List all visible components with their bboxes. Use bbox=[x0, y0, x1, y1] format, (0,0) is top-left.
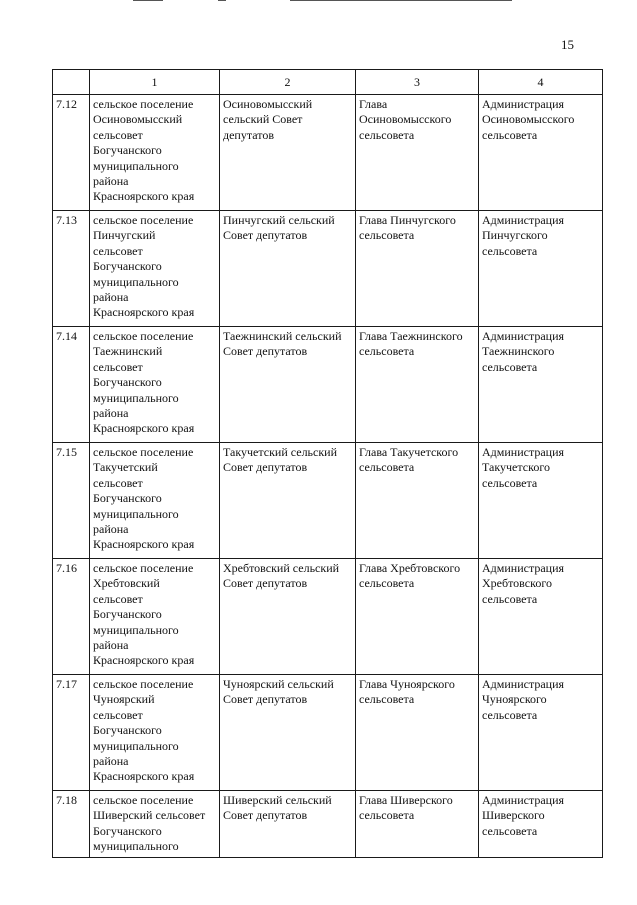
row-number-cell: 7.18 bbox=[53, 791, 90, 858]
administration-text-line: сельсовета bbox=[482, 475, 538, 490]
administration-text-line: сельсовета bbox=[482, 707, 538, 722]
administration-cell bbox=[479, 211, 603, 327]
administration-text-line: сельсовета bbox=[482, 243, 538, 258]
row-number-cell: 7.17 bbox=[53, 675, 90, 791]
settlement-text-line: Богучанского bbox=[93, 607, 162, 622]
administration-text-line: Хребтовского bbox=[482, 576, 552, 591]
administration-cell bbox=[479, 675, 603, 791]
settlement-text-line: сельсовет bbox=[93, 127, 143, 142]
settlement-text-line: сельсовет bbox=[93, 475, 143, 490]
council-text-line: Совет депутатов bbox=[223, 692, 308, 707]
settlement-text-line: Пинчугский bbox=[93, 228, 156, 243]
settlement-cell bbox=[90, 675, 220, 791]
settlement-text-line: района bbox=[93, 754, 129, 769]
settlement-text-line: сельское поселение bbox=[93, 329, 194, 343]
table-body bbox=[53, 95, 603, 858]
administration-cell bbox=[479, 327, 603, 443]
council-cell bbox=[220, 327, 356, 443]
head-text-line: Глава Чуноярского bbox=[359, 677, 455, 691]
head-text-line: сельсовета bbox=[359, 344, 415, 359]
table-row bbox=[53, 443, 603, 559]
head-text-line: сельсовета bbox=[359, 228, 415, 243]
header-cell-3: 3 bbox=[356, 70, 479, 95]
settlement-cell bbox=[90, 327, 220, 443]
settlement-text-line: муниципального bbox=[93, 274, 179, 289]
settlement-text-line: сельсовет bbox=[93, 243, 143, 258]
settlement-text-line: района bbox=[93, 174, 129, 189]
row-number-cell: 7.13 bbox=[53, 211, 90, 327]
administration-text-line: Пинчугского bbox=[482, 228, 548, 243]
administration-text-line: сельсовета bbox=[482, 823, 538, 838]
council-cell bbox=[220, 791, 356, 858]
head-cell bbox=[356, 443, 479, 559]
administration-text-line: Администрация bbox=[482, 329, 565, 343]
settlement-text-line: Хребтовский bbox=[93, 576, 160, 591]
administration-text-line: Администрация bbox=[482, 561, 565, 575]
settlement-text-line: Осиновомысский bbox=[93, 112, 183, 127]
council-text-line: Совет депутатов bbox=[223, 228, 308, 243]
settlement-text-line: муниципального bbox=[93, 158, 179, 173]
head-text-line: Осиновомысского bbox=[359, 112, 452, 127]
settlement-text-line: Таежнинский bbox=[93, 344, 163, 359]
head-text-line: Глава Хребтовского bbox=[359, 561, 461, 575]
head-text-line: сельсовета bbox=[359, 127, 415, 142]
settlement-text-line: Такучетский bbox=[93, 460, 158, 475]
settlement-cell bbox=[90, 791, 220, 858]
row-number-cell: 7.16 bbox=[53, 559, 90, 675]
council-cell bbox=[220, 675, 356, 791]
settlement-text-line: Богучанского bbox=[93, 723, 162, 738]
row-number-cell: 7.15 bbox=[53, 443, 90, 559]
administration-text-line: Таежнинского bbox=[482, 344, 555, 359]
head-text-line: Глава bbox=[359, 97, 388, 111]
head-text-line: сельсовета bbox=[359, 460, 415, 475]
settlement-text-line: Богучанского bbox=[93, 823, 162, 838]
settlement-text-line: сельсовет bbox=[93, 707, 143, 722]
settlement-text-line: Красноярского края bbox=[93, 653, 195, 668]
head-text-line: Глава Пинчугского bbox=[359, 213, 456, 227]
administration-cell bbox=[479, 791, 603, 858]
header-cell-1: 1 bbox=[90, 70, 220, 95]
settlement-text-line: Красноярского края bbox=[93, 537, 195, 552]
scan-artifact-line-mid bbox=[218, 0, 226, 1]
table-header-row bbox=[53, 70, 603, 95]
settlement-cell bbox=[90, 211, 220, 327]
council-text-line: Осиновомысский bbox=[223, 97, 313, 111]
council-cell bbox=[220, 559, 356, 675]
administration-text-line: Администрация bbox=[482, 97, 565, 111]
settlement-cell bbox=[90, 443, 220, 559]
council-text-line: Совет депутатов bbox=[223, 460, 308, 475]
page-number: 15 bbox=[561, 37, 574, 52]
administration-cell bbox=[479, 443, 603, 559]
administration-cell bbox=[479, 559, 603, 675]
scan-artifact-line-right bbox=[290, 0, 512, 1]
table-row bbox=[53, 327, 603, 443]
council-text-line: Совет депутатов bbox=[223, 344, 308, 359]
row-number-cell: 7.12 bbox=[53, 95, 90, 211]
council-cell bbox=[220, 95, 356, 211]
settlement-text-line: сельсовет bbox=[93, 591, 143, 606]
head-cell bbox=[356, 211, 479, 327]
council-text-line: Такучетский сельский bbox=[223, 445, 338, 459]
administration-text-line: Чуноярского bbox=[482, 692, 547, 707]
settlement-text-line: района bbox=[93, 290, 129, 305]
council-cell bbox=[220, 211, 356, 327]
head-cell bbox=[356, 675, 479, 791]
head-cell bbox=[356, 95, 479, 211]
administration-text-line: сельсовета bbox=[482, 127, 538, 142]
table-row bbox=[53, 675, 603, 791]
settlement-cell bbox=[90, 559, 220, 675]
council-text-line: Шиверский сельский bbox=[223, 793, 332, 807]
council-text-line: Таежнинский сельский bbox=[223, 329, 342, 343]
head-text-line: сельсовета bbox=[359, 576, 415, 591]
head-cell bbox=[356, 791, 479, 858]
council-text-line: Хребтовский сельский bbox=[223, 561, 340, 575]
settlement-text-line: сельсовет bbox=[93, 359, 143, 374]
settlement-text-line: муниципального bbox=[93, 839, 179, 854]
administration-cell bbox=[479, 95, 603, 211]
table-row bbox=[53, 791, 603, 858]
settlement-text-line: сельское поселение bbox=[93, 97, 194, 111]
settlement-text-line: муниципального bbox=[93, 390, 179, 405]
header-cell-4: 4 bbox=[479, 70, 603, 95]
head-cell bbox=[356, 559, 479, 675]
settlement-text-line: Красноярского края bbox=[93, 189, 195, 204]
head-cell bbox=[356, 327, 479, 443]
settlement-text-line: района bbox=[93, 522, 129, 537]
administration-text-line: Осиновомысского bbox=[482, 112, 575, 127]
council-text-line: Совет депутатов bbox=[223, 808, 308, 823]
settlement-text-line: сельское поселение bbox=[93, 561, 194, 575]
head-text-line: Глава Шиверского bbox=[359, 793, 453, 807]
settlement-text-line: сельское поселение bbox=[93, 793, 194, 807]
header-cell-number bbox=[53, 70, 90, 95]
administration-text-line: Администрация bbox=[482, 677, 565, 691]
council-text-line: депутатов bbox=[223, 127, 275, 142]
settlement-text-line: района bbox=[93, 638, 129, 653]
settlement-text-line: Богучанского bbox=[93, 259, 162, 274]
settlement-text-line: Богучанского bbox=[93, 143, 162, 158]
administration-text-line: сельсовета bbox=[482, 591, 538, 606]
table-row bbox=[53, 95, 603, 211]
administration-text-line: Администрация bbox=[482, 445, 565, 459]
document-table bbox=[52, 69, 603, 858]
settlement-text-line: Шиверский сельсовет bbox=[93, 808, 206, 823]
scan-artifact-line-left bbox=[133, 0, 163, 1]
settlement-text-line: сельское поселение bbox=[93, 677, 194, 691]
council-text-line: сельский Совет bbox=[223, 112, 303, 127]
settlement-text-line: муниципального bbox=[93, 622, 179, 637]
settlement-text-line: Богучанского bbox=[93, 375, 162, 390]
settlement-text-line: сельское поселение bbox=[93, 213, 194, 227]
council-cell bbox=[220, 443, 356, 559]
administration-text-line: Шиверского bbox=[482, 808, 545, 823]
settlement-text-line: муниципального bbox=[93, 738, 179, 753]
settlement-text-line: района bbox=[93, 406, 129, 421]
head-text-line: Глава Такучетского bbox=[359, 445, 459, 459]
settlement-text-line: Чуноярский bbox=[93, 692, 155, 707]
council-text-line: Совет депутатов bbox=[223, 576, 308, 591]
settlement-text-line: Красноярского края bbox=[93, 769, 195, 784]
administration-text-line: Такучетского bbox=[482, 460, 550, 475]
administration-text-line: сельсовета bbox=[482, 359, 538, 374]
settlement-text-line: Красноярского края bbox=[93, 421, 195, 436]
head-text-line: сельсовета bbox=[359, 808, 415, 823]
council-text-line: Чуноярский сельский bbox=[223, 677, 334, 691]
row-number-cell: 7.14 bbox=[53, 327, 90, 443]
header-cell-2: 2 bbox=[220, 70, 356, 95]
administration-text-line: Администрация bbox=[482, 793, 565, 807]
table-row bbox=[53, 559, 603, 675]
table-row bbox=[53, 211, 603, 327]
settlement-text-line: муниципального bbox=[93, 506, 179, 521]
settlement-text-line: сельское поселение bbox=[93, 445, 194, 459]
council-text-line: Пинчугский сельский bbox=[223, 213, 335, 227]
head-text-line: Глава Таежнинского bbox=[359, 329, 463, 343]
settlement-text-line: Красноярского края bbox=[93, 305, 195, 320]
settlement-text-line: Богучанского bbox=[93, 491, 162, 506]
administration-text-line: Администрация bbox=[482, 213, 565, 227]
head-text-line: сельсовета bbox=[359, 692, 415, 707]
settlement-cell bbox=[90, 95, 220, 211]
